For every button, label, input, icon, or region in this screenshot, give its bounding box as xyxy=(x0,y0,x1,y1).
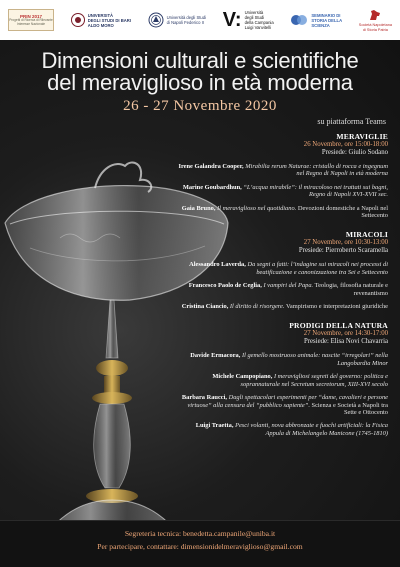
talk-title: Da segni a fatti: l’indagine sui miracoli nei processi di beatificazione e canonizzazione tra Sei e Settecento xyxy=(247,261,388,276)
talk-item xyxy=(178,394,388,416)
seminario-line3: SCIENZA xyxy=(311,22,330,28)
uniba-line1: UNIVERSITÀ xyxy=(87,12,114,18)
session-title: MIRACOLI xyxy=(345,230,388,240)
talk-title: Mirabilia rerum Naturae: cristallo di rocca e ingegnum nel Regno di Napoli in età moderna xyxy=(245,163,388,178)
unina-logo xyxy=(148,12,206,28)
session-chair: Presiede: Elisa Novi Chavarria xyxy=(304,338,388,346)
session-time: 27 Novembre, ore 14:30-17:00 xyxy=(303,330,388,338)
talk-item xyxy=(178,261,388,276)
talk-title: I vampiri del Papa. xyxy=(263,282,314,290)
seminario-logo xyxy=(290,12,342,28)
session-chair: Presiede: Pierroberto Scaramella xyxy=(298,247,388,255)
unina-line2: di Napoli Federico II xyxy=(166,20,204,25)
talk-title: “L’acqua mirabile”: il miracoloso nei trattati sui bagni, Regno di Napoli XVI-XVII sec. xyxy=(243,183,388,199)
session-prodigi xyxy=(178,321,388,437)
talk-title: Il diritto di risorgere. xyxy=(229,303,285,311)
seminario-line2: STORIA DELLA xyxy=(311,17,343,23)
platform-note: su piattaforma Teams xyxy=(317,117,386,126)
session-time: 26 Novembre, ore 15:00-18:00 xyxy=(303,141,388,148)
talk-speaker: Alessandro Laverda, xyxy=(189,261,246,269)
talk-item xyxy=(178,373,388,388)
talk-title: I meravigliosi segreti del governo: politica e soprannaturale nel Secretum secretorum, XIII-XVI secolo xyxy=(240,373,388,388)
vanvitelli-line4: Luigi Vanvitelli xyxy=(244,25,272,30)
uniba-line2: DEGLI STUDI DI BARI xyxy=(87,17,131,23)
talk-title: Dagli spettacolari esperimenti per “dame, cavalieri e persone virtuose” alla censura del “pubblico sapiente”. xyxy=(187,394,388,409)
talk-speaker: Francesco Paolo de Ceglia, xyxy=(188,282,262,290)
talk-item xyxy=(178,184,388,199)
talk-title: Il meraviglioso nel quotidiano. xyxy=(217,204,297,212)
conference-title xyxy=(0,50,400,94)
session-chair: Presiede: Giulio Sodano xyxy=(321,149,388,156)
vanvitelli-mark: V: xyxy=(222,9,242,31)
title-line1: Dimensioni culturali e scientifiche xyxy=(41,48,359,73)
storia-patria-line2: di Storia Patria xyxy=(362,27,388,32)
talk-title: Pesci volanti, nova abbronzate e fuochi artificiali: la Fisica Appula di Michelangelo Manicone (1745-1810) xyxy=(235,422,388,437)
unina-line1: Università degli Studi xyxy=(166,15,206,20)
vanvitelli-line2: degli Studi xyxy=(244,15,265,20)
vanvitelli-line1: Università xyxy=(244,10,264,15)
talk-item xyxy=(178,303,388,310)
talk-speaker: Barbara Raucci, xyxy=(181,394,227,402)
talk-subtitle: Teologia, filosofia naturale e revenantismo xyxy=(313,282,388,297)
participation-contact: Per partecipare, contattare: dimensionidelmeraviglioso@gmail.com xyxy=(97,542,303,551)
talk-subtitle: Scienza e Società a Napoli tra Sette e Ottocento xyxy=(309,401,388,416)
session-meraviglie xyxy=(178,132,388,219)
uniba-line3: ALDO MORO xyxy=(87,22,114,28)
talk-speaker: Gaia Bruno, xyxy=(181,204,216,212)
talk-speaker: Irene Galandra Cooper, xyxy=(178,163,244,170)
prin-label: PRIN 2017 xyxy=(19,13,42,19)
contact-footer xyxy=(0,520,400,567)
storia-patria-logo xyxy=(359,8,392,33)
talk-speaker: Marine Goubardhun, xyxy=(182,183,242,191)
talk-item xyxy=(178,422,388,437)
vanvitelli-line3: della Campania xyxy=(244,20,274,25)
unina-seal-icon xyxy=(148,12,164,28)
session-miracoli xyxy=(178,230,388,310)
technical-secretariat: Segreteria tecnica: benedetta.campanile@uniba.it xyxy=(124,529,276,538)
title-line2: del meraviglioso in età moderna xyxy=(47,70,353,95)
prin-logo xyxy=(8,9,54,31)
seminario-circles-icon xyxy=(290,12,308,28)
talk-item xyxy=(178,352,388,367)
seminario-line1: SEMINARIO DI xyxy=(311,12,341,18)
talk-item xyxy=(178,282,388,297)
talk-speaker: Luigi Traetta, xyxy=(195,422,234,430)
prin-sub: Progetti di Ricerca di Rilevante Interesse Nazionale xyxy=(9,17,53,26)
poster-body xyxy=(0,40,400,567)
talk-speaker: Michele Campopiano, xyxy=(212,373,273,381)
session-title: MERAVIGLIE xyxy=(336,132,388,141)
sponsor-logo-band xyxy=(0,0,400,40)
session-title: PRODIGI DELLA NATURA xyxy=(289,321,388,331)
uniba-seal-icon xyxy=(71,12,85,28)
uniba-logo xyxy=(71,12,131,28)
program-list xyxy=(178,132,388,437)
talk-speaker: Davide Ermacora, xyxy=(190,352,241,360)
talk-title: Il gemello mostruoso animale: nascite “irregolari” nella Langobardia Minor xyxy=(241,352,388,367)
vanvitelli-logo xyxy=(223,10,274,30)
talk-item xyxy=(178,205,388,220)
talk-item xyxy=(178,163,388,178)
session-time: 27 Novembre, ore 10:30-13:00 xyxy=(303,239,388,247)
storia-patria-line1: Società Napoletana xyxy=(358,22,392,27)
talk-subtitle: Devozioni domestiche a Napoli nel Settecento xyxy=(296,204,388,220)
horse-emblem-icon xyxy=(367,8,383,22)
talk-subtitle: Vampirismo e interpretazioni giuridiche xyxy=(284,303,388,311)
conference-dates: 26 - 27 Novembre 2020 xyxy=(123,98,277,114)
talk-speaker: Cristina Ciancio, xyxy=(181,303,229,311)
